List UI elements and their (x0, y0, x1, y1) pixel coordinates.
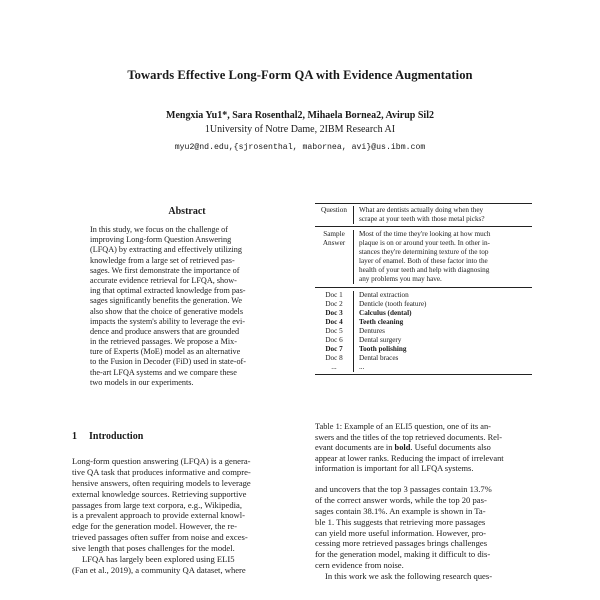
doc-row (315, 291, 532, 300)
doc-id: Doc 3 (315, 309, 354, 318)
right-body-line: cessing more retrieved passages brings challenges (315, 538, 488, 549)
doc-row (315, 345, 532, 354)
right-body-line: ble 1. This suggests that retrieving more passages (315, 516, 486, 527)
doc-title: Dental braces (359, 354, 399, 362)
intro-line: LFQA has largely been explored using ELI5 (82, 554, 235, 565)
right-body-line: cern evidence from noise. (315, 560, 404, 571)
doc-title: Dental extraction (359, 291, 409, 299)
doc-id: ... (315, 363, 354, 372)
answer-label (315, 230, 354, 284)
right-body-line: for the generation model, making it difficult to dis- (315, 549, 491, 560)
abstract-line: knowledge from a large set of retrieved pas- (90, 255, 235, 265)
abstract-line: in the retrieved passages. We propose a Mix- (90, 337, 237, 347)
abstract-line: ture of Experts (MoE) model as an alternative (90, 347, 241, 357)
answer-text (354, 230, 490, 284)
abstract-line: improving Long-form Question Answering (90, 235, 232, 245)
table-caption (315, 422, 535, 475)
answer-line: stances they're determining texture of the top (359, 248, 489, 256)
paper-emails: myu2@nd.edu,{sjrosenthal, mabornea, avi}@us.ibm.com (174, 143, 426, 152)
example-table (315, 203, 532, 375)
answer-label-line: Sample (323, 230, 345, 238)
right-body-line: In this work we ask the following research ques- (325, 571, 493, 582)
abstract-body (90, 225, 283, 388)
doc-row (315, 336, 532, 345)
intro-line: trieved passages often suffer from noise and exces- (72, 532, 248, 543)
doc-id: Doc 5 (315, 327, 354, 336)
right-column-body (315, 484, 535, 582)
right-body-line: of the correct answer words, while the top 20 pas- (315, 494, 487, 505)
answer-line: layer of enamel. Both of these factor into the (359, 257, 488, 265)
doc-id: Doc 4 (315, 318, 354, 327)
abstract-line: two models in our experiments. (90, 377, 194, 387)
doc-id: Doc 6 (315, 336, 354, 345)
doc-title: ... (359, 363, 365, 371)
doc-id: Doc 1 (315, 291, 354, 300)
abstract-line: ing that optimal extracted knowledge from pas- (90, 286, 246, 296)
answer-line: Most of the time they're looking at how much (359, 230, 491, 238)
question-text (354, 206, 485, 224)
doc-title: Calculus (dental) (359, 309, 412, 317)
doc-title: Dentures (359, 327, 385, 335)
doc-title: Dental surgery (359, 336, 402, 344)
intro-line: Long-form question answering (LFQA) is a genera- (72, 456, 251, 466)
intro-heading (72, 431, 143, 442)
doc-title: Teeth cleaning (359, 318, 404, 326)
intro-line: edge for the generation model. However, the re- (72, 521, 238, 532)
doc-row (315, 363, 532, 372)
intro-section-title: Introduction (89, 431, 144, 442)
intro-line: is a prevalent approach to provide external knowl- (72, 510, 246, 521)
abstract-line: sages significantly benefits the generation. We (90, 296, 242, 306)
table-bottom-rule (315, 374, 532, 375)
abstract-line: In this study, we focus on the challenge of (90, 225, 228, 234)
doc-row (315, 318, 532, 327)
abstract-line: to the Fusion in Decoder (FiD) used in state-of- (90, 357, 246, 367)
table-answer-row (315, 227, 532, 287)
paper-affiliations: 1University of Notre Dame, 2IBM Research AI (204, 124, 396, 135)
intro-line: tive QA task that produces informative and compre- (72, 466, 251, 477)
caption-line: appear at lower ranks. Reducing the impact of irrelevant (315, 453, 504, 463)
question-line: What are dentists actually doing when they (359, 206, 484, 214)
doc-title: Denticle (tooth feature) (359, 300, 427, 308)
intro-line: passages from large text corpora, e.g., Wikipedia, (72, 499, 242, 510)
question-line: scrape at your teeth with those metal picks? (359, 215, 485, 223)
doc-title: Tooth polishing (359, 345, 407, 353)
doc-row (315, 309, 532, 318)
doc-id: Doc 7 (315, 345, 354, 354)
doc-row (315, 354, 532, 363)
right-body-line: can yield more useful information. However, pro- (315, 527, 486, 538)
doc-row (315, 327, 532, 336)
right-body-line: sages contain 38.1%. An example is shown in Ta- (315, 505, 486, 516)
abstract-heading: Abstract (168, 206, 206, 217)
caption-line: evant documents are in bold. Useful documents also (315, 443, 491, 453)
intro-line: external knowledge sources. Retrieving supportive (72, 488, 247, 499)
intro-line: sive length that poses challenges for the model. (72, 543, 235, 554)
answer-line: plaque is on or around your teeth. In other in- (359, 239, 490, 247)
doc-list (315, 288, 532, 374)
caption-line: Table 1: Example of an ELI5 question, one of its an- (315, 422, 491, 431)
answer-line: health of your teeth and help with diagnosing (359, 266, 490, 274)
answer-label-line: Answer (322, 239, 346, 247)
intro-body (72, 456, 303, 576)
doc-id: Doc 8 (315, 354, 354, 363)
intro-line: (Fan et al., 2019), a community QA dataset, where (72, 564, 246, 575)
intro-section-number: 1 (72, 431, 77, 442)
question-label: Question (315, 206, 354, 224)
paper-authors: Mengxia Yu1*, Sara Rosenthal2, Mihaela Bornea2, Avirup Sil2 (166, 110, 434, 121)
abstract-line: accurate evidence retrieval for LFQA, show- (90, 275, 237, 285)
table-question-row (315, 204, 532, 226)
abstract-line: sages. We first demonstrate the importance of (90, 265, 240, 275)
intro-line: hensive answers, often requiring models to leverage (72, 477, 251, 488)
abstract-line: impacts the system's ability to leverage the evi- (90, 316, 245, 326)
abstract-line: (LFQA) by extracting and effectively utilizing (90, 245, 242, 255)
abstract-line: also show that the choice of generative models (90, 306, 244, 316)
doc-id: Doc 2 (315, 300, 354, 309)
right-body-line: and uncovers that the top 3 passages contain 13.7% (315, 484, 492, 494)
paper-title: Towards Effective Long-Form QA with Evidence Augmentation (127, 68, 473, 82)
doc-row (315, 300, 532, 309)
answer-line: any problems you may have. (359, 275, 442, 283)
caption-line: information is important for all LFQA systems. (315, 464, 474, 474)
abstract-line: dence and produce answers that are grounded (90, 326, 240, 336)
caption-line: swers and the titles of the top retrieved documents. Rel- (315, 432, 502, 442)
abstract-line: the-art LFQA systems and we compare these (90, 367, 237, 377)
